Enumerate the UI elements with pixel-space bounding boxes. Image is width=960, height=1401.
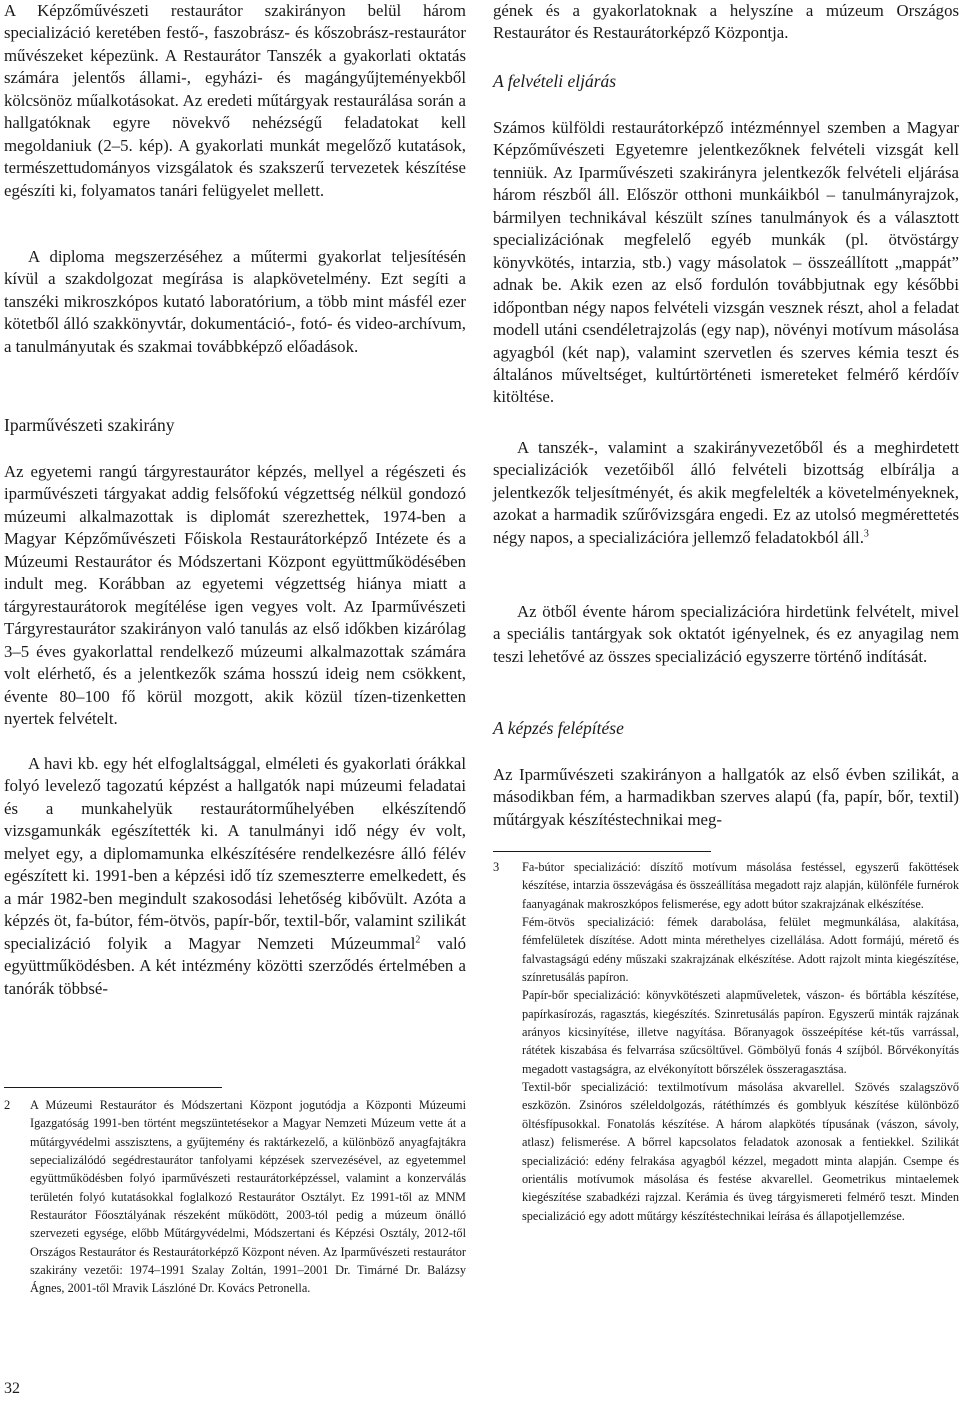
footnote-divider (4, 1087, 222, 1088)
footnote-ref-2[interactable]: 2 (415, 934, 421, 946)
paragraph-kepzomuveszeti: A Képzőművészeti restaurátor szakirányon belül három specializáció keretében festő-, faszobrász- és kőszobrász-restaurátor művészeket képezünk. A Restaurátor Tanszék a gyakorlati oktatás számára jelentős állami-, egyházi- és magángyűjteményekből kölcsönöz műalkotásokat. Az eredeti műtárgyak restaurálása során a hallgatóknak egyre növekvő nehézségű feladatokat kell megoldaniuk (2–5. kép). A gyakorlati munkát megelőző kutatások, természettudományos vizsgálatok és szakszerű tervezetek készítése egészíti ki, folyamatos tanári felügyelet mellett. (4, 1, 466, 200)
page-number: 32 (4, 1380, 20, 1397)
paragraph-otbol: Az ötből évente három specializációra hirdetünk felvételt, mivel a speciális tantárgyak sok oktatót igényelnek, és ez anyagilag nem teszi lehetővé az összes specializáció egyszerre történő indítását. (493, 602, 959, 666)
paragraph-targyrestaurator (4, 461, 466, 730)
footnote-3-fa-butor: Fa-bútor specializáció: díszítő motívum másolása festéssel, egyszerű faköttések készítése, intarzia összevágása és összeállítása megadott rajz alapján, különféle furnérok faanyagának makroszkópos felismerése, egy adott bútor szakrajzának elkészítése. (522, 860, 959, 911)
section-heading-kepzes-felepitese: A képzés felépítése (493, 718, 624, 738)
section-heading-felveteli: A felvételi eljárás (493, 71, 617, 91)
footnote-number-3: 3 (493, 860, 500, 874)
paragraph-continued: gének és a gyakorlatoknak a helyszíne a múzeum Országos Restaurátor és Restaurátorképző Központja. (493, 1, 959, 43)
footnote-2: A Múzeumi Restaurátor és Módszertani Központ jogutódja a Központi Múzeumi Igazgatóság 1991-ben történt megszüntetésekor a Magyar Nemzeti Múzeum vette át a műtárgyvédelmi asszisztens, a gyűjtemény és raktárkezelő, a különböző anyagfajtákra sepecializálódó segédrestaurátor tanfolyami képzések szervezésével, az egyetemmel együttműködésben folyó iparművészeti restaurátorképzéssel, valamint a konzerválás területén folyó kutatásokkal foglalkozó Restaurátor Osztályt. Ez 1991-től az MNM Restaurátor Főosztályának részeként működött, 2003-tól pedig a múzeum önálló szervezeti egysége, előbb Műtárgyvédelmi, Módszertani és Képzési Osztály, 2012-től Országos Restaurátor és Restaurátorképző Központ néven. Az Iparművészeti restaurátor szakirány vezetői: 1974–1991 Szalay Zoltán, 1991–2001 Dr. Timárné Dr. Balázsy Ágnes, 2001-től Mravik Lászlóné Dr. Kovács Petronella. (30, 1098, 466, 1296)
paragraph-targyrestaurator-text: Az egyetemi rangú tárgyrestaurátor képzés, mellyel a régészeti és iparművészeti tárgyakat addig felsőfokú végzettség nélkül gondozó múzeumi alkalmazottak is diplomát szerezhettek, 1974-ben a Magyar Képzőművészeti Főiskola Restaurátorképző Intézete és a Múzeumi Restaurátor és Módszertani Központ együttműködésében indult meg. Korábban az egyetemi végzettség hiánya miatt a tárgyrestaurátorok megítélése igen vegyes volt. Az Iparművészeti Tárgyrestaurátor szakirányon való tanulás az első időkben kizárólag 3–5 éves gyakorlattal rendelkező múzeumi alkalmazottak számára volt elérhető, és a jelentkezők száma hosszú ideig nem csökkent, évente 80–100 fő körül mozgott, akik közül tízen-tizenketten nyertek felvételt. (4, 462, 466, 728)
footnote-3-fem-otvos: Fém-ötvös specializáció: fémek darabolása, felület megmunkálása, alakítása, fémfelületek díszítése. Adott minta mérethelyes cizellálása. Adott formájú, mérető és falvastagságú edény műszaki szakrajzának elkészítése. Adott rajzolt minta kiegészítése, színretusálás papíron. (522, 915, 959, 985)
paragraph-tanszek-text: A tanszék-, valamint a szakirányvezetőből és a meghirdetett specializációk vezetőiből álló felvételi bizottság elbírálja a jelentkezők teljesítményét, és akik megfelelték a követelményeknek, azokat a harmadik szűrővizsgára engedi. Ez az utolsó megmérettetés négy napos, a specializációra jellemző feladatokból áll. (493, 438, 959, 547)
paragraph-felveteli: Számos külföldi restaurátorképző intézménnyel szemben a Magyar Képzőművészeti Egyetemre jelentkezőknek felvételi vizsgát kell tenniük. Az Iparművészeti szakirányra jelentkezők felvételi eljárása három részből áll. Először otthoni munkáikból – tanulmányrajzok, bármilyen technikával készült színes tanulmányok és a választott specializációnak megfelelő egyéb munkák (pl. ötvöstárgy könyvkötés, intarzia, stb.) vagy másolatok – összeállított „mappát” adnak be. Akik ezen az első fordulón továbbjutnak egy későbbi időpontban négy napos felvételi vizsgán vesznek részt, ahol a feladat modell utáni csendéletrajzolás (egy nap), növényi motívum másolása agyagból (két nap), valamint szervetlen és szerves kémia teszt és általános műveltséget, kultúrtörténeti ismereteket felmérő kérdőív kitöltése. (493, 118, 959, 407)
footnote-3-papir-bor: Papír-bőr specializáció: könyvkötészeti alapműveletek, vászon- és bőrtábla készítése, papírkasírozás, ragasztás, kiegészítés. Szinretusálás papíron. Egyszerű minták rajzának arányos kicsinyítése, illetve nagyítása. Bőranyagok összeépítése két-tűs varrással, rátétek kiszabása és felvarrása szűcsöltűvel. Gömbölyű fonás 4 szíjból. Bőrvékonyítás megadott vastagságra, az elvékonyított bőrszélek összeragasztása. (522, 988, 959, 1076)
paragraph-kepzes: Az Iparművészeti szakirányon a hallgatók az első évben szilikát, a másodikban fém, a harmadikban szerves alapú (fa, papír, bőr, textil) műtárgyak készítéstechnikai meg- (493, 765, 959, 829)
paragraph-tanszek (493, 437, 959, 549)
footnote-divider (493, 851, 711, 852)
footnote-3 (522, 858, 959, 1225)
footnote-3-textil-bor: Textil-bőr specializáció: textilmotívum másolása akvarellel. Szövés szalagszövő eszközön. Zsinóros széleldolgozás, rátéthímzés és gomblyuk készítése különböző öltésfípusokkal. Fonatolás készítése. A három alapkötés típusának (vászon, sávoly, atlasz) felismerése. A bőrrel kapcsolatos feladatok azonosak a fentiekkel. Szilikát specializáció: edény felrakása agyagból kézzel, megadott minta alapján. Csempe és orientális motívumok másolása és festése akvarellel. Geometrikus mintaelemek kiegészítése szabadkézi rajzzal. Kerámia és üveg tárgyismereti felmérő teszt. Minden specializáció egy adott műtárgy készítéstechnikai leírása és állapotjellemzése. (522, 1080, 959, 1223)
footnote-ref-3[interactable]: 3 (863, 528, 869, 540)
paragraph-havi (4, 753, 466, 1000)
paragraph-diploma: A diploma megszerzéséhez a műtermi gyakorlat teljesítésén kívül a szakdolgozat megírása is alapkövetelmény. Ezt segíti a tanszéki mikroszkópos kutató laboratórium, a több mint másfél ezer kötetből álló szakkönyvtár, dokumentáció-, fotó- és video-archívum, a tanulmányutak és szakmai továbbképző előadások. (4, 247, 466, 356)
paragraph-havi-text-a: A havi kb. egy hét elfoglaltsággal, elméleti és gyakorlati órákkal folyó levelező tagozatú képzést a hallgatók napi múzeumi feladatai és a munkahelyük restaurátorműhelyében elkészítendő vizsgamunkák egészítették ki. A tanulmányi idő négy év volt, melyet egy, a diplomamunka elkészítésére rendelkezésre álló félév egészített ki. 1991-ben a képzési idő tíz szemeszterre emelkedett, és a már 1982-ben megindult szakosodási lehetőség kibővült. Azóta a képzés öt, fa-bútor, fém-ötvös, papír-bőr, textil-bőr, valamint szilikát specializáció folyik a Magyar Nemzeti Múzeummal (4, 754, 466, 953)
paragraph-havi-text-b: való együttműködésben. A két intézmény közötti szerződés értelmében a tanórák többsé- (4, 933, 466, 998)
footnote-number-2: 2 (4, 1098, 11, 1112)
section-heading-iparmuveszeti: Iparművészeti szakirány (4, 415, 175, 435)
